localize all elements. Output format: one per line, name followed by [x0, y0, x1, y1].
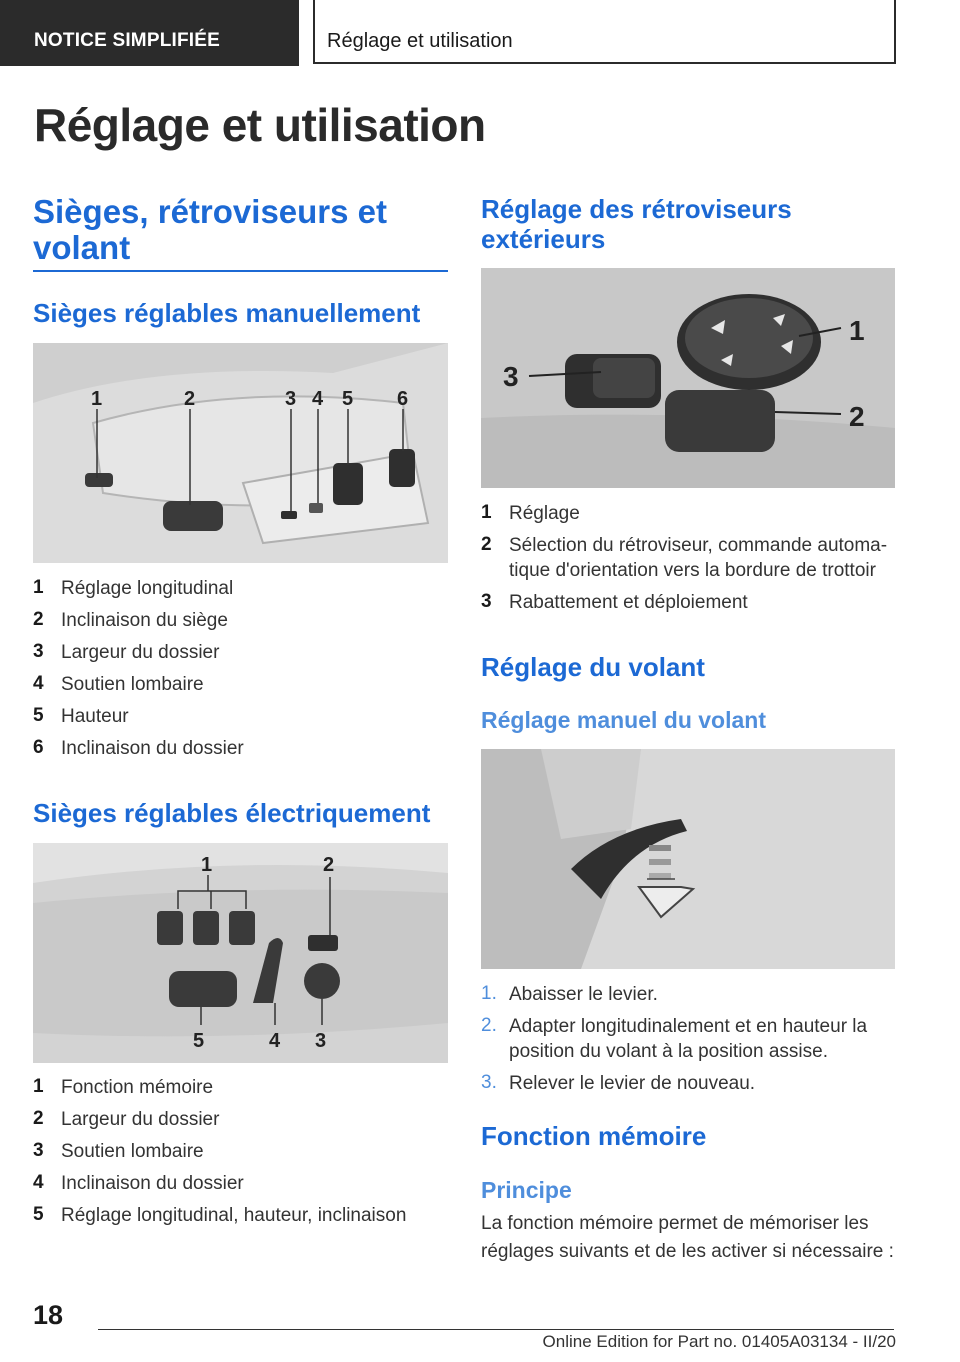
figure-label-2: 2	[323, 854, 335, 876]
list-item: 3 Largeur du dossier	[33, 641, 220, 663]
electric-seat-figure	[33, 843, 448, 1063]
header-tab: NOTICE SIMPLIFIÉE	[0, 0, 299, 66]
electric-seats-title: Sièges réglables électriquement	[33, 798, 431, 828]
electric-seat-legend	[33, 1071, 448, 1231]
figure-label-4: 4	[269, 1030, 281, 1052]
figure-label-4: 4	[312, 388, 324, 410]
manual-seat-legend	[33, 572, 448, 764]
list-item: 1 Réglage	[481, 502, 580, 524]
page-header	[0, 0, 960, 66]
section-divider	[33, 270, 448, 272]
step-item: 1. Abaisser le levier.	[481, 983, 658, 1005]
section-title: Sièges, rétroviseurs et volant	[33, 193, 388, 266]
figure-label-1: 1	[91, 388, 103, 410]
figure-label-2: 2	[184, 388, 196, 410]
figure-label-1: 1	[201, 854, 213, 876]
list-item: 6 Inclinaison du dossier	[33, 737, 244, 759]
footer-divider	[98, 1329, 894, 1330]
list-item: 3 Rabattement et déploiement	[481, 591, 748, 613]
list-item: 5 Hauteur	[33, 705, 129, 727]
page-number: 18	[33, 1300, 64, 1330]
figure-label-6: 6	[397, 388, 409, 410]
figure-label-3: 3	[315, 1030, 327, 1052]
figure-label-5: 5	[193, 1030, 205, 1052]
steering-steps	[481, 978, 895, 1099]
footer-edition: Online Edition for Part no. 01405A03134 - II/20	[542, 1332, 896, 1351]
list-item: 4 Soutien lombaire	[33, 673, 204, 695]
steering-subtitle: Réglage manuel du volant	[481, 707, 766, 733]
memory-subtitle: Principe	[481, 1177, 572, 1203]
list-item: 2 Sélection du rétroviseur, commande automa-tique d'orientation vers la bordure de trottoir	[481, 534, 888, 581]
list-item: 2 Inclinaison du siège	[33, 609, 228, 631]
figure-label-5: 5	[342, 388, 354, 410]
list-item: 5 Réglage longitudinal, hauteur, inclinaison	[33, 1204, 407, 1226]
list-item: 3 Soutien lombaire	[33, 1140, 204, 1162]
list-item: 1 Fonction mémoire	[33, 1076, 214, 1098]
steering-title: Réglage du volant	[481, 652, 705, 682]
mirror-control-figure	[481, 268, 895, 488]
list-item: 1 Réglage longitudinal	[33, 577, 234, 599]
memory-paragraph: La fonction mémoire permet de mémoriser les réglages suivants et de les activer si nécessaire :	[481, 1213, 894, 1262]
list-item: 4 Inclinaison du dossier	[33, 1172, 244, 1194]
list-item: 2 Largeur du dossier	[33, 1108, 220, 1130]
mirrors-title: Réglage des rétroviseurs extérieurs	[481, 194, 792, 254]
figure-label-3: 3	[503, 361, 519, 392]
figure-label-1: 1	[849, 315, 865, 346]
memory-title: Fonction mémoire	[481, 1121, 707, 1151]
manual-seats-title: Sièges réglables manuellement	[33, 298, 421, 328]
step-item: 3. Relever le levier de nouveau.	[481, 1072, 756, 1094]
page-title: Réglage et utilisation	[34, 99, 486, 151]
header-section-title: Réglage et utilisation	[313, 0, 896, 64]
manual-seat-figure	[33, 343, 448, 563]
mirror-legend	[481, 497, 895, 618]
step-item: 2. Adapter longitudinalement et en hauteur la position du volant à la position assise.	[481, 1015, 868, 1062]
figure-label-3: 3	[285, 388, 297, 410]
figure-label-2: 2	[849, 401, 865, 432]
steering-lever-figure	[481, 749, 895, 969]
